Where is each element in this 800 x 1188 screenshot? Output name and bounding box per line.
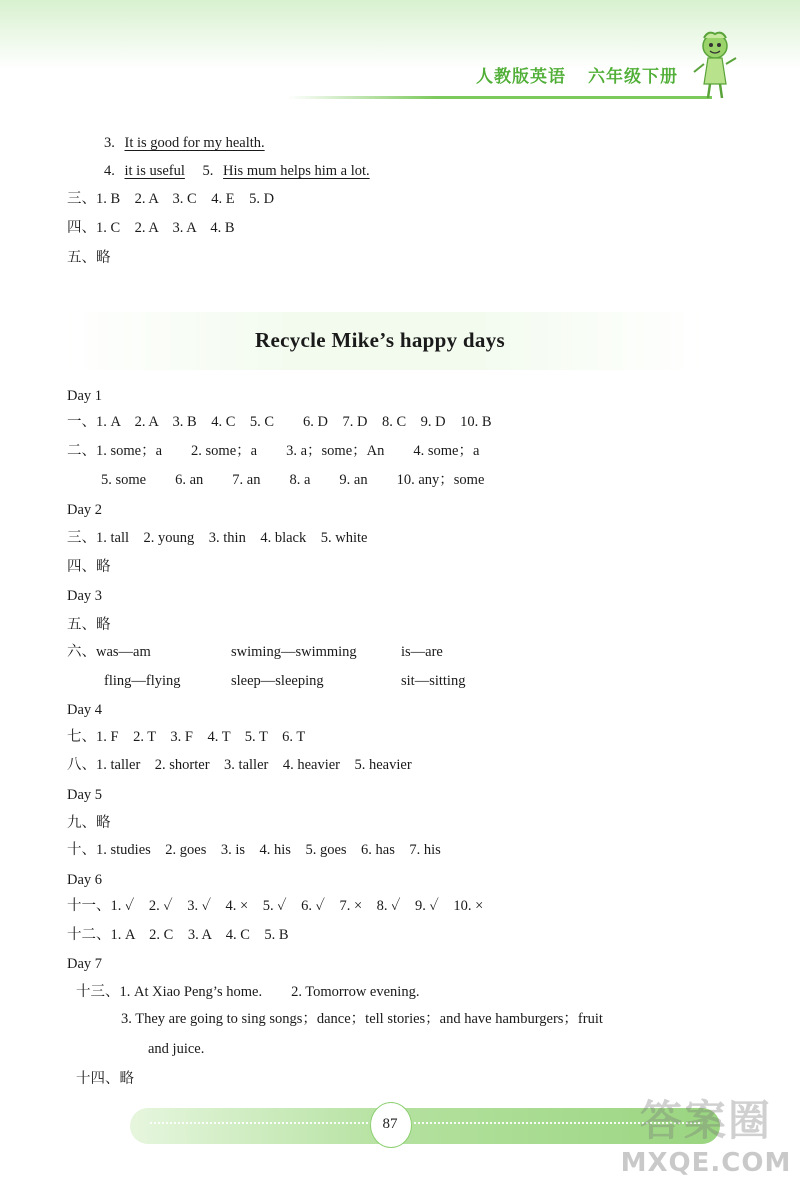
watermark-logo bbox=[618, 1088, 794, 1188]
page-number: 87 bbox=[382, 1116, 398, 1132]
answer-er-2: 5. some 6. an 7. an 8. a 9. an 10. any；some bbox=[101, 472, 485, 488]
answer-ba: 八、1. taller 2. shorter 3. taller 4. heavier 5. heavier bbox=[67, 757, 412, 773]
underlined-answer: His mum helps him a lot. bbox=[223, 163, 370, 179]
mascot-icon bbox=[690, 28, 740, 102]
answer-qi: 七、1. F 2. T 3. F 4. T 5. T 6. T bbox=[67, 729, 306, 745]
header-band bbox=[0, 0, 800, 70]
item-number: 3. bbox=[104, 135, 115, 151]
header-grade: 六年级下册 bbox=[588, 67, 678, 87]
day-4-label: Day 4 bbox=[67, 702, 103, 718]
item-number: 5. bbox=[202, 163, 214, 179]
word-pair: 六、was—am bbox=[67, 644, 151, 660]
header-publisher: 人教版英语 bbox=[476, 67, 566, 87]
answer-er-1: 二、1. some；a 2. some；a 3. a；some；An 4. some；a bbox=[67, 443, 480, 459]
answer-shisan-1: 十三、1. At Xiao Peng’s home. 2. Tomorrow evening. bbox=[76, 984, 420, 1000]
prev-answer-san: 三、1. B 2. A 3. C 4. E 5. D bbox=[67, 191, 275, 207]
day-1-label: Day 1 bbox=[67, 388, 103, 404]
prev-line-4-5 bbox=[104, 162, 370, 180]
answer-shier: 十二、1. A 2. C 3. A 4. C 5. B bbox=[67, 927, 289, 943]
day-5-label: Day 5 bbox=[67, 787, 103, 803]
word-pair: sit—sitting bbox=[401, 673, 466, 689]
watermark-url: MXQE.COM bbox=[620, 1148, 792, 1178]
word-pair: sleep—sleeping bbox=[231, 673, 324, 689]
prev-line-3 bbox=[104, 134, 265, 152]
underlined-answer: it is useful bbox=[124, 163, 185, 179]
header-rule bbox=[288, 96, 712, 99]
item-number: 4. bbox=[104, 163, 115, 179]
answer-yi: 一、1. A 2. A 3. B 4. C 5. C 6. D 7. D 8. C 9. D 10. B bbox=[67, 414, 492, 430]
answer-shi: 十、1. studies 2. goes 3. is 4. his 5. goes 6. has 7. his bbox=[67, 842, 441, 858]
word-pair: fling—flying bbox=[104, 673, 181, 689]
answer-san: 三、1. tall 2. young 3. thin 4. black 5. white bbox=[67, 530, 368, 546]
answer-wu: 五、略 bbox=[67, 617, 111, 633]
answer-shisi: 十四、略 bbox=[76, 1071, 134, 1087]
word-pair: is—are bbox=[401, 644, 443, 660]
answer-shisan-3: and juice. bbox=[148, 1041, 205, 1057]
underlined-answer: It is good for my health. bbox=[124, 135, 265, 151]
header-title bbox=[476, 62, 678, 87]
watermark-text: 答案圈 bbox=[639, 1096, 772, 1145]
day-2-label: Day 2 bbox=[67, 502, 103, 518]
section-title: Recycle Mike’s happy days bbox=[255, 328, 505, 352]
answer-shiyi: 十一、1. ✓ 2. ✓ 3. ✓ 4. × 5. ✓ 6. ✓ 7. × 8. ✓ 9. ✓ 10. × bbox=[67, 898, 484, 914]
day-7-label: Day 7 bbox=[67, 956, 103, 972]
prev-answer-wu: 五、略 bbox=[67, 250, 111, 266]
day-3-label: Day 3 bbox=[67, 588, 103, 604]
answer-jiu: 九、略 bbox=[67, 815, 111, 831]
prev-answer-si: 四、1. C 2. A 3. A 4. B bbox=[67, 220, 235, 236]
answer-shisan-2: 3. They are going to sing songs；dance；tell stories；and have hamburgers；fruit bbox=[121, 1011, 603, 1027]
word-pair: swiming—swimming bbox=[231, 644, 357, 660]
day-6-label: Day 6 bbox=[67, 872, 103, 888]
answer-si: 四、略 bbox=[67, 559, 111, 575]
